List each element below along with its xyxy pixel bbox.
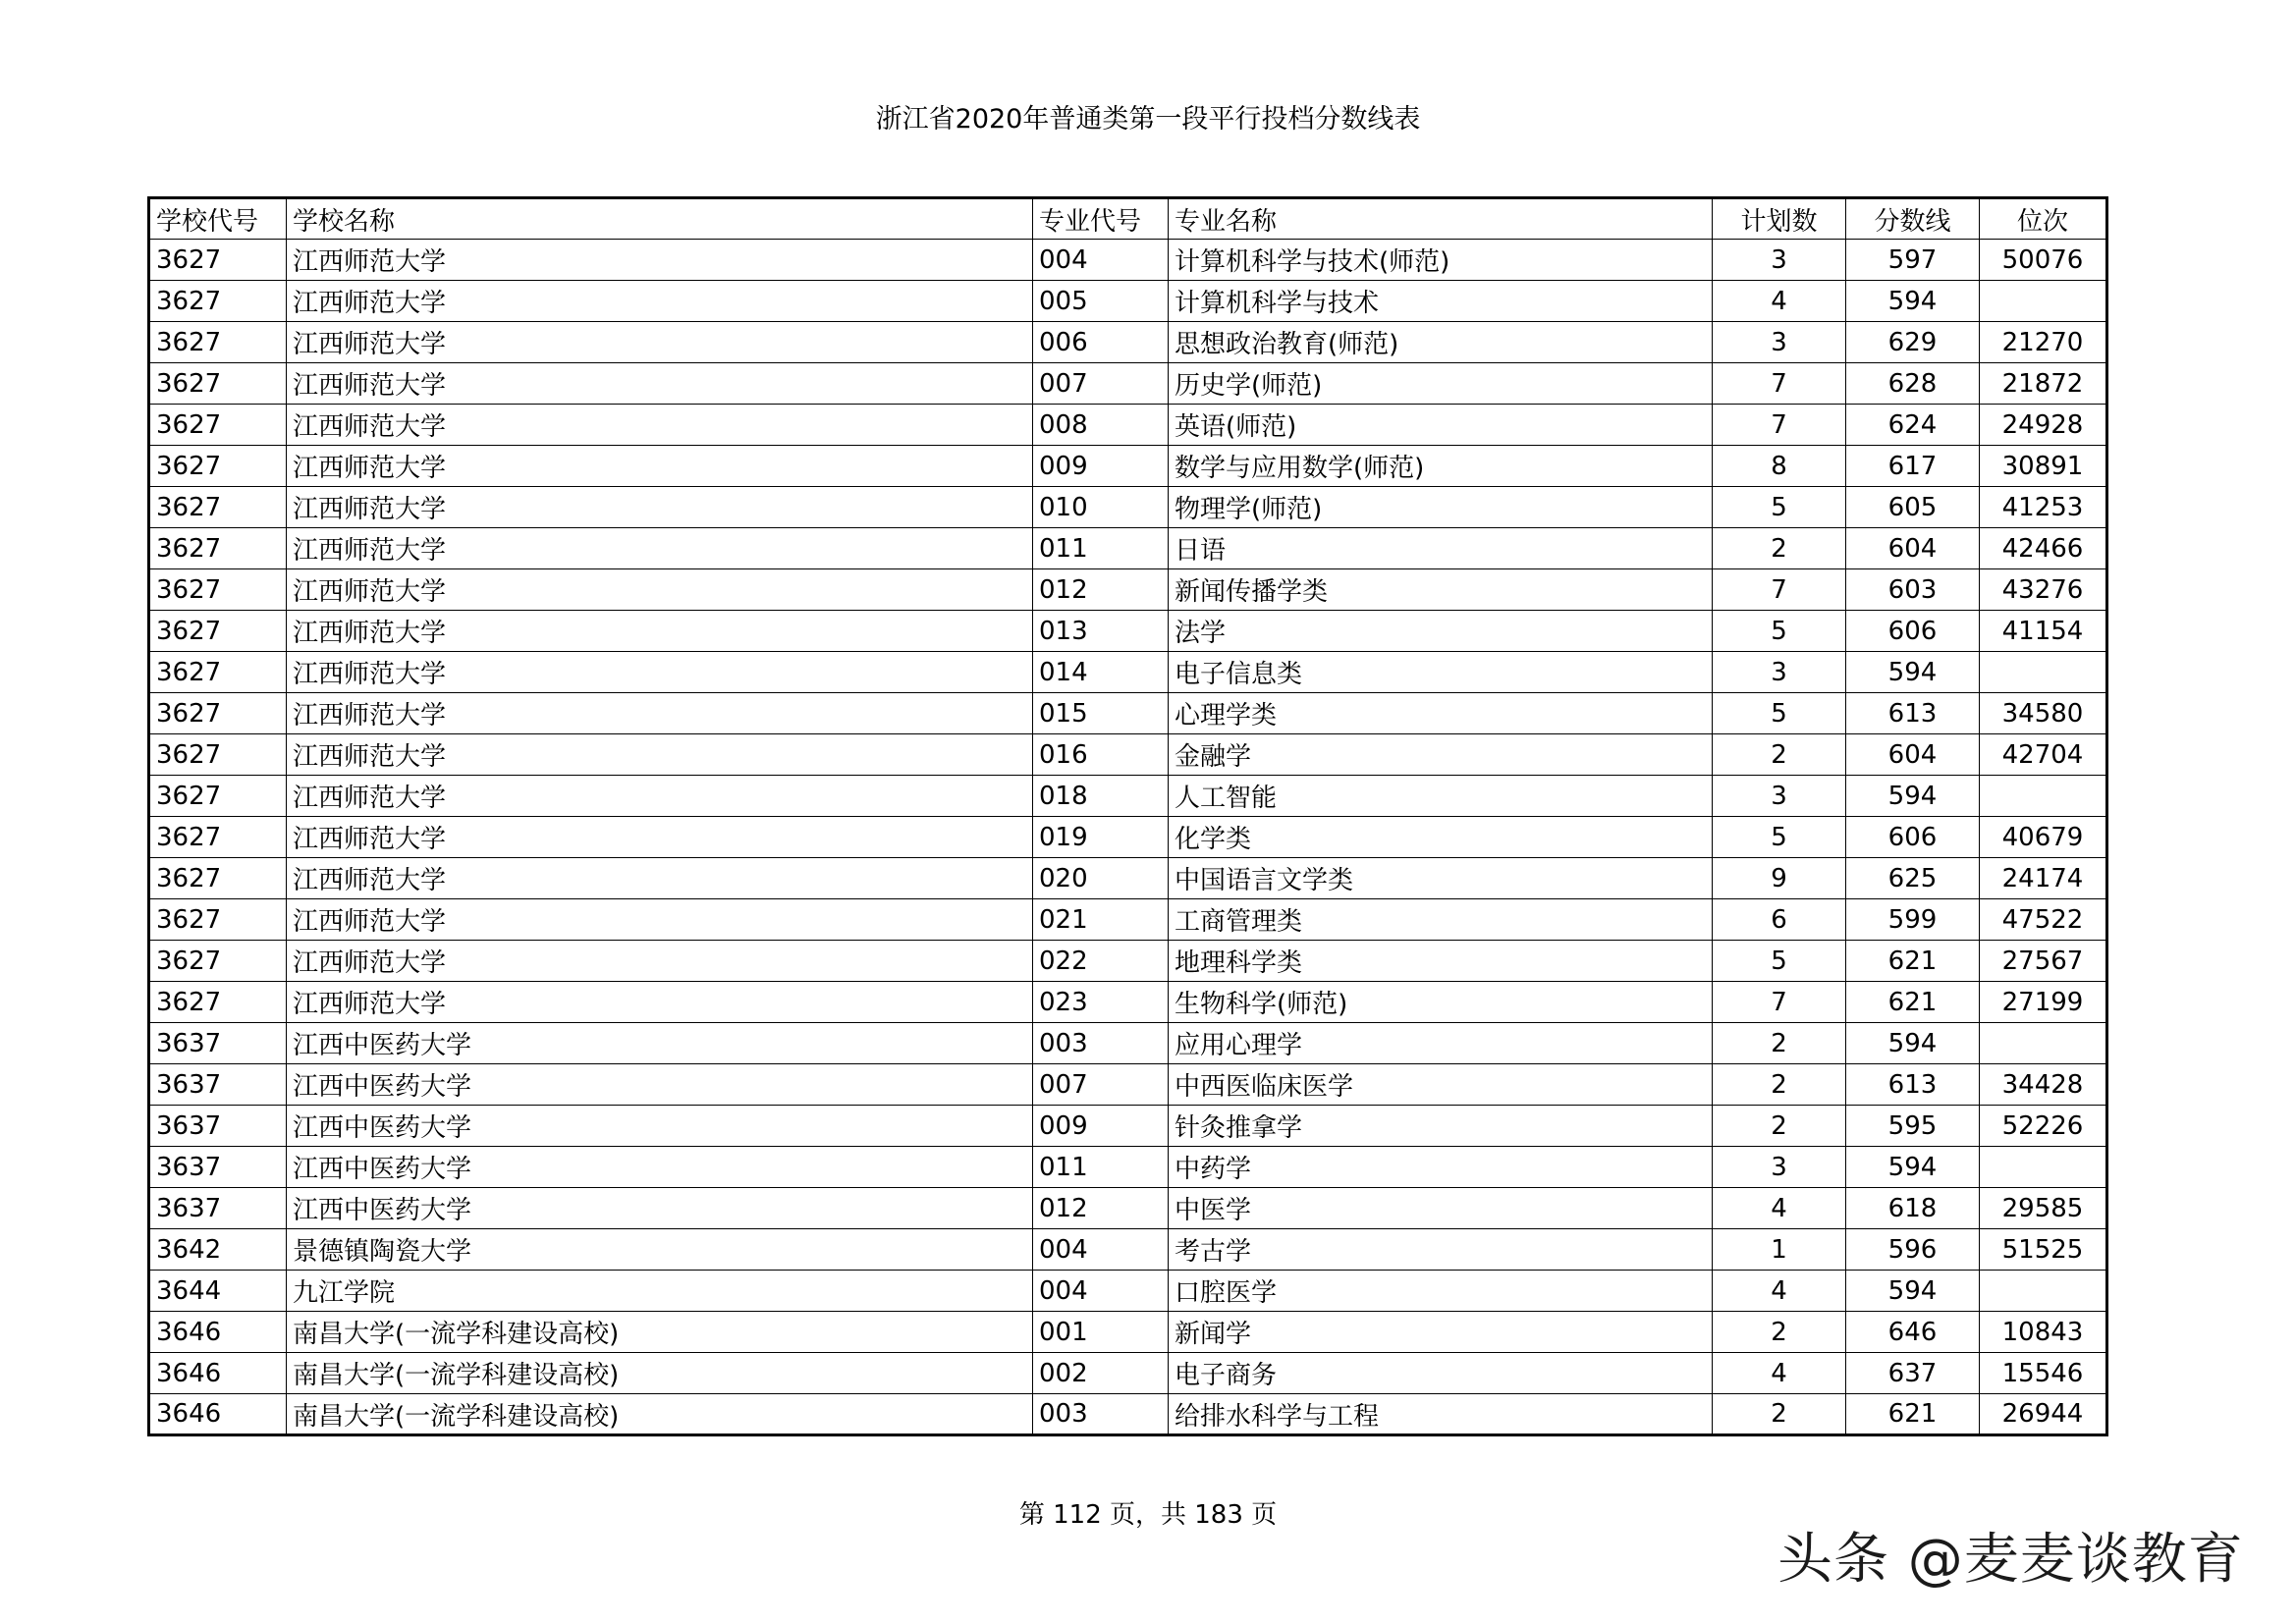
cell-major-name: 工商管理类 (1169, 899, 1713, 941)
cell-major-code: 003 (1033, 1394, 1169, 1435)
cell-school-code: 3627 (149, 817, 287, 858)
header-school-code: 学校代号 (149, 198, 287, 240)
cell-plan: 2 (1713, 1106, 1846, 1147)
cell-rank: 26944 (1980, 1394, 2107, 1435)
cell-score: 628 (1846, 363, 1980, 405)
cell-plan: 5 (1713, 817, 1846, 858)
header-major-code: 专业代号 (1033, 198, 1169, 240)
cell-rank (1980, 1147, 2107, 1188)
header-major-name: 专业名称 (1169, 198, 1713, 240)
table-row (149, 899, 2107, 941)
table-row (149, 611, 2107, 652)
cell-plan: 2 (1713, 1064, 1846, 1106)
cell-score: 603 (1846, 569, 1980, 611)
cell-plan: 5 (1713, 941, 1846, 982)
cell-rank: 34428 (1980, 1064, 2107, 1106)
cell-school-name: 江西中医药大学 (287, 1188, 1033, 1229)
cell-school-code: 3627 (149, 446, 287, 487)
cell-score: 594 (1846, 776, 1980, 817)
cell-major-name: 金融学 (1169, 734, 1713, 776)
cell-major-code: 019 (1033, 817, 1169, 858)
cell-rank: 41154 (1980, 611, 2107, 652)
cell-major-code: 008 (1033, 405, 1169, 446)
cell-plan: 2 (1713, 1023, 1846, 1064)
cell-school-name: 江西师范大学 (287, 652, 1033, 693)
cell-score: 599 (1846, 899, 1980, 941)
cell-school-code: 3637 (149, 1147, 287, 1188)
table-row (149, 1353, 2107, 1394)
header-score: 分数线 (1846, 198, 1980, 240)
cell-school-code: 3627 (149, 363, 287, 405)
cell-major-code: 004 (1033, 1271, 1169, 1312)
cell-rank: 42704 (1980, 734, 2107, 776)
cell-school-code: 3637 (149, 1064, 287, 1106)
cell-major-name: 化学类 (1169, 817, 1713, 858)
cell-plan: 3 (1713, 322, 1846, 363)
table-row (149, 1064, 2107, 1106)
cell-major-name: 历史学(师范) (1169, 363, 1713, 405)
cell-score: 594 (1846, 1023, 1980, 1064)
table-row (149, 1229, 2107, 1271)
table-body (149, 240, 2107, 1435)
cell-rank: 51525 (1980, 1229, 2107, 1271)
cell-major-code: 007 (1033, 363, 1169, 405)
cell-major-name: 心理学类 (1169, 693, 1713, 734)
cell-major-name: 中国语言文学类 (1169, 858, 1713, 899)
cell-school-name: 江西师范大学 (287, 405, 1033, 446)
cell-school-code: 3627 (149, 899, 287, 941)
header-school-name: 学校名称 (287, 198, 1033, 240)
cell-rank: 21270 (1980, 322, 2107, 363)
cell-score: 594 (1846, 1271, 1980, 1312)
cell-school-name: 南昌大学(一流学科建设高校) (287, 1353, 1033, 1394)
cell-major-name: 生物科学(师范) (1169, 982, 1713, 1023)
cell-rank (1980, 652, 2107, 693)
cell-school-name: 江西师范大学 (287, 611, 1033, 652)
cell-major-code: 009 (1033, 1106, 1169, 1147)
score-table (147, 196, 2108, 1436)
cell-school-code: 3637 (149, 1023, 287, 1064)
cell-plan: 4 (1713, 281, 1846, 322)
cell-major-code: 012 (1033, 1188, 1169, 1229)
cell-major-code: 022 (1033, 941, 1169, 982)
table-row (149, 281, 2107, 322)
cell-school-code: 3627 (149, 487, 287, 528)
cell-major-name: 数学与应用数学(师范) (1169, 446, 1713, 487)
table-row (149, 1312, 2107, 1353)
cell-school-name: 江西师范大学 (287, 281, 1033, 322)
cell-score: 617 (1846, 446, 1980, 487)
cell-school-code: 3627 (149, 776, 287, 817)
cell-school-name: 江西师范大学 (287, 858, 1033, 899)
cell-major-code: 021 (1033, 899, 1169, 941)
table-row (149, 240, 2107, 281)
cell-school-name: 江西中医药大学 (287, 1064, 1033, 1106)
cell-rank: 10843 (1980, 1312, 2107, 1353)
cell-rank: 41253 (1980, 487, 2107, 528)
table-header-row (149, 198, 2107, 240)
cell-school-code: 3637 (149, 1106, 287, 1147)
cell-score: 637 (1846, 1353, 1980, 1394)
cell-major-name: 口腔医学 (1169, 1271, 1713, 1312)
cell-plan: 7 (1713, 405, 1846, 446)
cell-plan: 1 (1713, 1229, 1846, 1271)
cell-major-name: 新闻学 (1169, 1312, 1713, 1353)
cell-rank: 24174 (1980, 858, 2107, 899)
table-row (149, 487, 2107, 528)
page-number: 第 112 页，共 183 页 (1018, 1500, 1278, 1530)
cell-major-code: 015 (1033, 693, 1169, 734)
cell-rank: 30891 (1980, 446, 2107, 487)
cell-plan: 5 (1713, 487, 1846, 528)
cell-plan: 7 (1713, 363, 1846, 405)
page-title: 浙江省2020年普通类第一段平行投档分数线表 (875, 104, 1421, 135)
cell-major-name: 计算机科学与技术(师范) (1169, 240, 1713, 281)
cell-plan: 4 (1713, 1271, 1846, 1312)
cell-score: 594 (1846, 652, 1980, 693)
cell-major-name: 法学 (1169, 611, 1713, 652)
cell-major-name: 应用心理学 (1169, 1023, 1713, 1064)
cell-school-code: 3627 (149, 405, 287, 446)
header-rank: 位次 (1980, 198, 2107, 240)
cell-score: 604 (1846, 734, 1980, 776)
cell-school-name: 江西师范大学 (287, 941, 1033, 982)
cell-score: 597 (1846, 240, 1980, 281)
table-row (149, 693, 2107, 734)
cell-major-name: 人工智能 (1169, 776, 1713, 817)
cell-school-code: 3627 (149, 322, 287, 363)
cell-major-code: 004 (1033, 240, 1169, 281)
cell-major-code: 011 (1033, 528, 1169, 569)
cell-school-code: 3646 (149, 1394, 287, 1435)
cell-plan: 2 (1713, 1312, 1846, 1353)
cell-major-name: 计算机科学与技术 (1169, 281, 1713, 322)
cell-school-name: 南昌大学(一流学科建设高校) (287, 1394, 1033, 1435)
cell-score: 621 (1846, 982, 1980, 1023)
cell-major-name: 日语 (1169, 528, 1713, 569)
cell-major-name: 思想政治教育(师范) (1169, 322, 1713, 363)
cell-school-code: 3637 (149, 1188, 287, 1229)
table-row (149, 569, 2107, 611)
table-row (149, 858, 2107, 899)
cell-major-code: 023 (1033, 982, 1169, 1023)
cell-score: 629 (1846, 322, 1980, 363)
cell-plan: 3 (1713, 652, 1846, 693)
cell-score: 595 (1846, 1106, 1980, 1147)
cell-school-code: 3627 (149, 941, 287, 982)
table-row (149, 405, 2107, 446)
cell-school-name: 景德镇陶瓷大学 (287, 1229, 1033, 1271)
cell-score: 604 (1846, 528, 1980, 569)
cell-score: 618 (1846, 1188, 1980, 1229)
cell-school-code: 3627 (149, 281, 287, 322)
cell-major-name: 英语(师范) (1169, 405, 1713, 446)
cell-school-code: 3627 (149, 528, 287, 569)
cell-major-code: 003 (1033, 1023, 1169, 1064)
cell-school-name: 江西师范大学 (287, 322, 1033, 363)
cell-school-code: 3627 (149, 652, 287, 693)
cell-school-code: 3644 (149, 1271, 287, 1312)
cell-major-name: 针灸推拿学 (1169, 1106, 1713, 1147)
cell-rank: 24928 (1980, 405, 2107, 446)
cell-plan: 6 (1713, 899, 1846, 941)
table-row (149, 1394, 2107, 1435)
cell-score: 613 (1846, 1064, 1980, 1106)
table-row (149, 1271, 2107, 1312)
cell-score: 606 (1846, 611, 1980, 652)
cell-plan: 2 (1713, 1394, 1846, 1435)
watermark: 头条 @麦麦谈教育 (1777, 1528, 2244, 1592)
cell-rank: 27567 (1980, 941, 2107, 982)
cell-school-name: 江西中医药大学 (287, 1106, 1033, 1147)
cell-major-code: 006 (1033, 322, 1169, 363)
cell-school-code: 3646 (149, 1353, 287, 1394)
cell-major-name: 电子商务 (1169, 1353, 1713, 1394)
cell-school-name: 江西师范大学 (287, 734, 1033, 776)
cell-score: 621 (1846, 1394, 1980, 1435)
cell-rank: 21872 (1980, 363, 2107, 405)
cell-school-name: 江西师范大学 (287, 982, 1033, 1023)
cell-school-code: 3627 (149, 611, 287, 652)
cell-rank: 50076 (1980, 240, 2107, 281)
cell-rank: 52226 (1980, 1106, 2107, 1147)
table-row (149, 734, 2107, 776)
cell-major-code: 004 (1033, 1229, 1169, 1271)
cell-major-code: 011 (1033, 1147, 1169, 1188)
cell-score: 613 (1846, 693, 1980, 734)
cell-score: 624 (1846, 405, 1980, 446)
cell-school-name: 江西师范大学 (287, 817, 1033, 858)
cell-plan: 9 (1713, 858, 1846, 899)
cell-major-name: 物理学(师范) (1169, 487, 1713, 528)
cell-school-code: 3627 (149, 693, 287, 734)
cell-rank: 29585 (1980, 1188, 2107, 1229)
cell-plan: 2 (1713, 734, 1846, 776)
cell-major-code: 016 (1033, 734, 1169, 776)
cell-score: 646 (1846, 1312, 1980, 1353)
cell-major-code: 007 (1033, 1064, 1169, 1106)
table-row (149, 941, 2107, 982)
cell-major-code: 012 (1033, 569, 1169, 611)
cell-rank: 43276 (1980, 569, 2107, 611)
cell-rank (1980, 776, 2107, 817)
cell-plan: 7 (1713, 569, 1846, 611)
cell-school-name: 江西中医药大学 (287, 1023, 1033, 1064)
cell-major-code: 009 (1033, 446, 1169, 487)
cell-major-name: 给排水科学与工程 (1169, 1394, 1713, 1435)
cell-school-code: 3627 (149, 240, 287, 281)
cell-plan: 8 (1713, 446, 1846, 487)
cell-school-name: 南昌大学(一流学科建设高校) (287, 1312, 1033, 1353)
cell-major-name: 地理科学类 (1169, 941, 1713, 982)
cell-school-code: 3627 (149, 982, 287, 1023)
cell-major-code: 020 (1033, 858, 1169, 899)
cell-school-name: 江西师范大学 (287, 446, 1033, 487)
cell-school-name: 江西中医药大学 (287, 1147, 1033, 1188)
cell-major-code: 001 (1033, 1312, 1169, 1353)
cell-rank (1980, 1023, 2107, 1064)
table-row (149, 446, 2107, 487)
table-row (149, 652, 2107, 693)
cell-major-name: 考古学 (1169, 1229, 1713, 1271)
table-row (149, 363, 2107, 405)
cell-rank: 47522 (1980, 899, 2107, 941)
cell-score: 606 (1846, 817, 1980, 858)
cell-school-name: 江西师范大学 (287, 528, 1033, 569)
table-row (149, 1106, 2107, 1147)
cell-major-name: 中药学 (1169, 1147, 1713, 1188)
cell-school-name: 江西师范大学 (287, 363, 1033, 405)
cell-major-code: 005 (1033, 281, 1169, 322)
cell-score: 594 (1846, 281, 1980, 322)
cell-rank: 27199 (1980, 982, 2107, 1023)
cell-school-name: 江西师范大学 (287, 693, 1033, 734)
cell-plan: 7 (1713, 982, 1846, 1023)
cell-school-code: 3627 (149, 734, 287, 776)
cell-plan: 2 (1713, 528, 1846, 569)
cell-plan: 3 (1713, 240, 1846, 281)
cell-major-name: 中医学 (1169, 1188, 1713, 1229)
table-row (149, 1188, 2107, 1229)
cell-rank: 42466 (1980, 528, 2107, 569)
table-row (149, 528, 2107, 569)
cell-school-code: 3646 (149, 1312, 287, 1353)
cell-plan: 3 (1713, 776, 1846, 817)
cell-major-name: 中西医临床医学 (1169, 1064, 1713, 1106)
cell-score: 596 (1846, 1229, 1980, 1271)
cell-school-name: 江西师范大学 (287, 776, 1033, 817)
cell-rank: 15546 (1980, 1353, 2107, 1394)
cell-plan: 5 (1713, 611, 1846, 652)
table-row (149, 322, 2107, 363)
table-row (149, 982, 2107, 1023)
cell-rank (1980, 1271, 2107, 1312)
cell-plan: 4 (1713, 1353, 1846, 1394)
table-row (149, 1147, 2107, 1188)
cell-major-code: 010 (1033, 487, 1169, 528)
cell-major-code: 002 (1033, 1353, 1169, 1394)
cell-school-code: 3627 (149, 858, 287, 899)
cell-rank: 34580 (1980, 693, 2107, 734)
cell-school-code: 3642 (149, 1229, 287, 1271)
cell-major-code: 018 (1033, 776, 1169, 817)
cell-rank: 40679 (1980, 817, 2107, 858)
cell-major-name: 电子信息类 (1169, 652, 1713, 693)
cell-score: 625 (1846, 858, 1980, 899)
cell-score: 605 (1846, 487, 1980, 528)
table-row (149, 776, 2107, 817)
cell-major-code: 014 (1033, 652, 1169, 693)
cell-school-name: 江西师范大学 (287, 569, 1033, 611)
cell-score: 594 (1846, 1147, 1980, 1188)
cell-rank (1980, 281, 2107, 322)
cell-plan: 4 (1713, 1188, 1846, 1229)
cell-score: 621 (1846, 941, 1980, 982)
cell-plan: 5 (1713, 693, 1846, 734)
cell-school-name: 江西师范大学 (287, 899, 1033, 941)
cell-school-name: 江西师范大学 (287, 240, 1033, 281)
table-row (149, 817, 2107, 858)
cell-school-name: 九江学院 (287, 1271, 1033, 1312)
cell-plan: 3 (1713, 1147, 1846, 1188)
header-plan: 计划数 (1713, 198, 1846, 240)
cell-school-name: 江西师范大学 (287, 487, 1033, 528)
cell-school-code: 3627 (149, 569, 287, 611)
cell-major-name: 新闻传播学类 (1169, 569, 1713, 611)
cell-major-code: 013 (1033, 611, 1169, 652)
table-row (149, 1023, 2107, 1064)
